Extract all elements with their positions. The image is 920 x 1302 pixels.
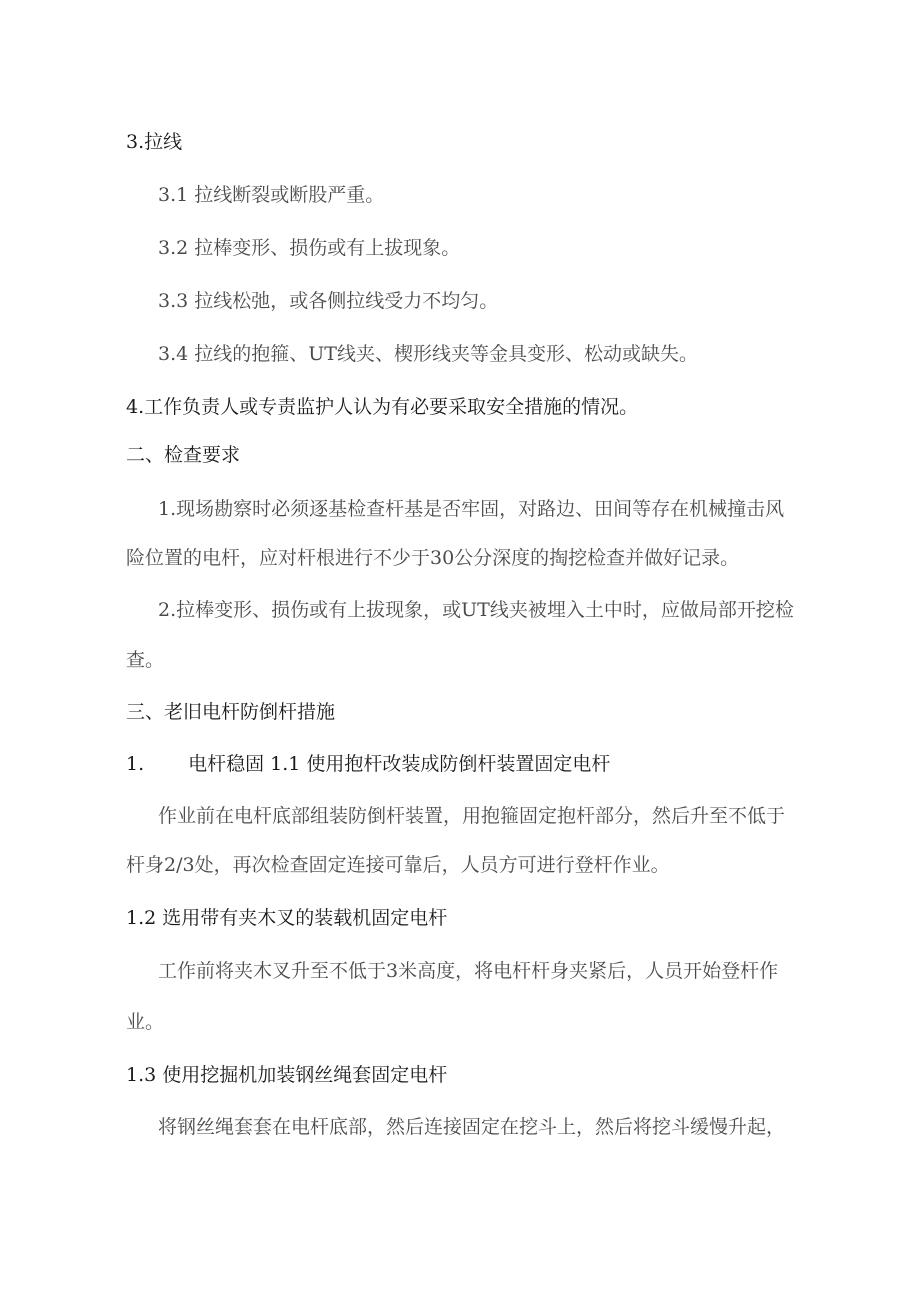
subheading-1-2: 1.2 选用带有夹木叉的装载机固定电杆 [126,907,448,929]
paragraph-inspect-1-line1: 1.现场勘察时必须逐基检查杆基是否牢固，对路边、田间等存在机械撞击风 [158,498,785,520]
paragraph-1-2-line2: 业。 [126,1011,165,1033]
list-number: 1. [126,753,145,775]
paragraph-inspect-2-line1: 2.拉棒变形、损伤或有上拔现象，或UT线夹被埋入土中时，应做局部开挖检 [158,599,794,621]
paragraph-1-2-line1: 工作前将夹木叉升至不低于3米高度，将电杆杆身夹紧后，人员开始登杆作 [158,960,779,982]
subheading-1-3: 1.3 使用挖掘机加装钢丝绳套固定电杆 [126,1064,448,1086]
chapter-heading-2: 二、检查要求 [126,444,241,466]
paragraph-3-3: 3.3 拉线松弛，或各侧拉线受力不均匀。 [158,290,499,312]
chapter-heading-3: 三、老旧电杆防倒杆措施 [126,701,336,723]
paragraph-inspect-1-line2: 险位置的电杆，应对杆根进行不少于30公分深度的掏挖检查并做好记录。 [126,547,740,569]
section-heading-3: 3.拉线 [126,131,183,153]
paragraph-1-1-line1: 作业前在电杆底部组装防倒杆装置，用抱箍固定抱杆部分，然后升至不低于 [158,805,786,827]
paragraph-3-4: 3.4 拉线的抱箍、UT线夹、楔形线夹等金具变形、松动或缺失。 [158,343,698,365]
paragraph-3-2: 3.2 拉棒变形、损伤或有上拔现象。 [158,237,461,259]
paragraph-1-1-line2: 杆身2/3处，再次检查固定连接可靠后，人员方可进行登杆作业。 [126,854,670,876]
subheading-1-text: 电杆稳固 1.1 使用抱杆改装成防倒杆装置固定电杆 [188,753,611,775]
section-heading-4: 4.工作负责人或专责监护人认为有必要采取安全措施的情况。 [126,396,639,418]
paragraph-inspect-2-line2: 查。 [126,649,165,671]
subheading-1 [126,752,920,776]
paragraph-1-3-line1: 将钢丝绳套套在电杆底部，然后连接固定在挖斗上，然后将挖斗缓慢升起， [158,1116,786,1138]
paragraph-3-1: 3.1 拉线断裂或断股严重。 [158,184,385,206]
